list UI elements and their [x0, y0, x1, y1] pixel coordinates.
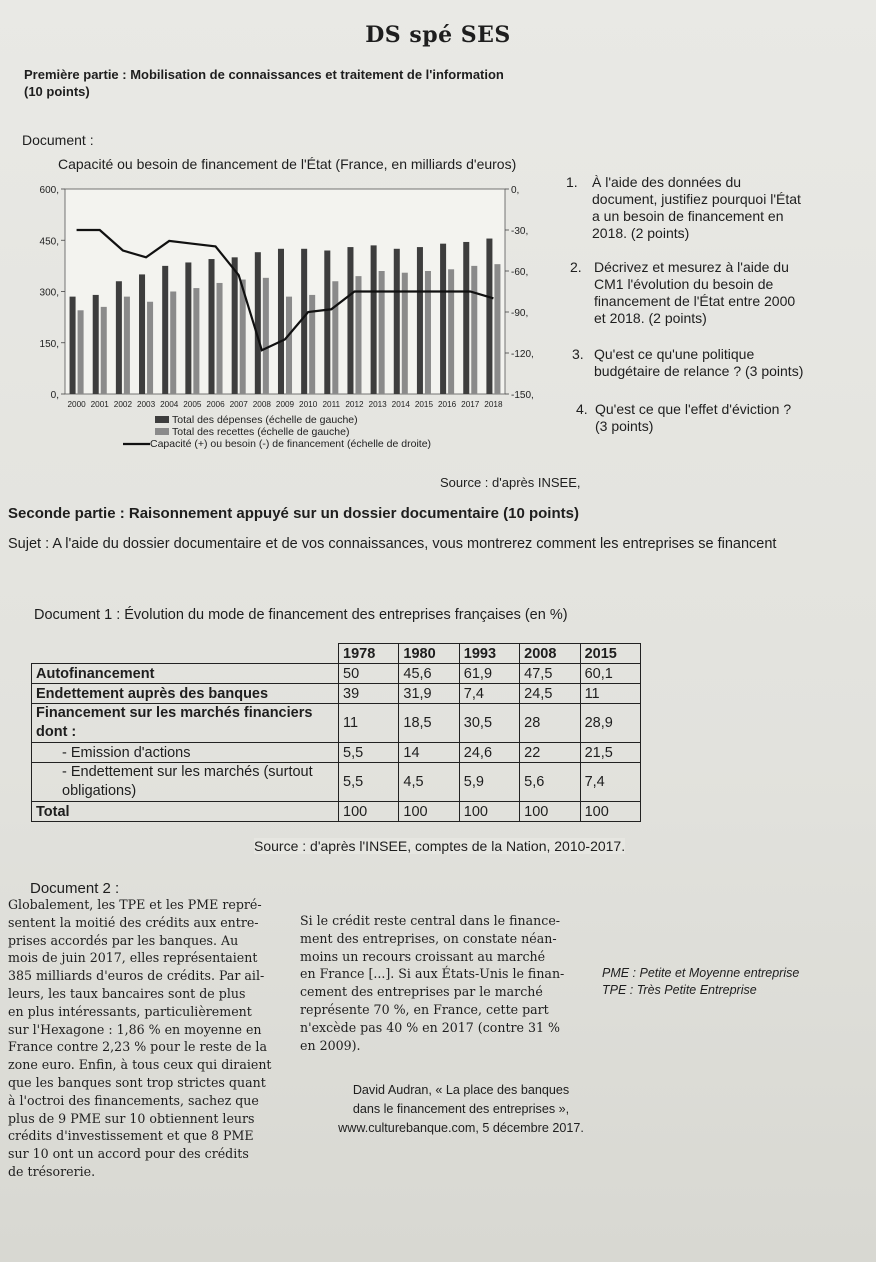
row-label: - Endettement sur les marchés (surtout obligations) — [32, 763, 339, 802]
table-cell: 100 — [399, 802, 459, 822]
right-axis-label: 0, — [511, 185, 520, 196]
table-cell: 31,9 — [399, 684, 459, 704]
question-line: (3 points) — [595, 418, 654, 434]
x-axis-label: 2005 — [183, 400, 202, 409]
legend-label-capacite: Capacité (+) ou besoin (-) de financement (échelle de droite) — [150, 438, 432, 450]
question-number: 2. — [570, 259, 582, 275]
bar-recettes — [263, 278, 269, 394]
text-line: 385 milliards d'euros de crédits. Par ail- — [8, 968, 265, 984]
document2-column-2 — [300, 912, 592, 1054]
table-corner — [32, 644, 339, 664]
question-line: 2018. (2 points) — [592, 225, 690, 241]
glossary-notes — [602, 965, 799, 999]
x-axis-label: 2007 — [229, 400, 248, 409]
question-number: 4. — [576, 401, 588, 417]
x-axis-label: 2016 — [437, 400, 457, 409]
bar-depenses — [185, 262, 191, 394]
bar-depenses — [209, 259, 215, 394]
x-axis-label: 2009 — [275, 400, 295, 409]
bar-depenses — [440, 244, 446, 394]
x-axis-label: 2018 — [484, 400, 503, 409]
x-axis-label: 2014 — [391, 400, 410, 409]
row-label: - Emission d'actions — [32, 743, 339, 763]
text-line: que les banques sont trop strictes quant — [8, 1074, 266, 1090]
document1-title: Document 1 : Évolution du mode de financement des entreprises françaises (en %) — [34, 607, 568, 623]
bar-recettes — [379, 271, 385, 394]
bar-depenses — [301, 249, 307, 394]
text-line: zone euro. Enfin, à tous ceux qui diraient — [8, 1057, 272, 1073]
table-header: 2015 — [580, 644, 640, 664]
table-cell: 4,5 — [399, 763, 459, 802]
citation-line: www.culturebanque.com, 5 décembre 2017. — [338, 1121, 584, 1135]
x-axis-label: 2008 — [252, 400, 271, 409]
table-cell: 18,5 — [399, 704, 459, 743]
table-cell: 47,5 — [520, 664, 580, 684]
bar-depenses — [255, 252, 261, 394]
table-cell: 100 — [580, 802, 640, 822]
question-line: et 2018. (2 points) — [594, 310, 707, 326]
document2-citation — [326, 1081, 596, 1138]
bar-recettes — [147, 302, 153, 394]
table-cell: 24,5 — [520, 684, 580, 704]
question-number: 3. — [572, 346, 584, 362]
right-axis-label: -30, — [511, 226, 529, 237]
right-axis-label: -150, — [511, 390, 534, 401]
left-axis-label: 150, — [39, 338, 59, 350]
table-row — [32, 704, 641, 743]
citation-line: dans le financement des entreprises », — [352, 1102, 570, 1116]
legend-swatch-depenses — [155, 416, 169, 423]
bar-recettes — [309, 295, 315, 394]
table-cell: 100 — [520, 802, 580, 822]
bar-recettes — [494, 264, 500, 394]
text-line: à l'octroi des financements, sachez que — [8, 1092, 259, 1108]
text-line: n'excède pas 40 % en 2017 (contre 31 % — [300, 1019, 560, 1035]
table-cell: 5,6 — [520, 763, 580, 802]
table-cell: 11 — [580, 684, 640, 704]
table-cell: 50 — [339, 664, 399, 684]
x-axis-label: 2002 — [113, 400, 133, 409]
legend-label-recettes: Total des recettes (échelle de gauche) — [172, 426, 350, 438]
bar-depenses — [93, 295, 99, 394]
x-axis-label: 2017 — [461, 400, 480, 409]
table-cell: 45,6 — [399, 664, 459, 684]
x-axis-label: 2013 — [368, 400, 387, 409]
bar-depenses — [394, 249, 400, 394]
text-line: moins un recours croissant au marché — [300, 948, 546, 964]
financing-table — [31, 643, 641, 822]
right-axis-label: -120, — [511, 349, 534, 360]
table-cell: 5,5 — [339, 743, 399, 763]
bar-depenses — [278, 249, 284, 394]
text-line: de trésorerie. — [8, 1163, 96, 1179]
table-cell: 7,4 — [459, 684, 519, 704]
table-cell: 61,9 — [459, 664, 519, 684]
bar-recettes — [471, 266, 477, 394]
text-line: sur 10 ont un accord pour des crédits — [8, 1146, 249, 1162]
left-axis-label: 0, — [50, 390, 59, 401]
text-line: prises accordés par les banques. Au — [8, 932, 239, 948]
right-axis-label: -60, — [511, 267, 529, 278]
table-cell: 5,5 — [339, 763, 399, 802]
subject: Sujet : A l'aide du dossier documentaire et de vos connaissances, vous montrerez comment les entreprises se financent — [8, 536, 777, 552]
bar-depenses — [486, 239, 492, 394]
row-label: Financement sur les marchés financiers dont : — [32, 704, 339, 743]
text-line: en plus intéressants, particulièrement — [8, 1003, 252, 1019]
bar-depenses — [162, 266, 168, 394]
text-line: plus de 9 PME sur 10 obtiennent leurs — [8, 1110, 255, 1126]
text-line: France contre 2,23 % pour le reste de la — [8, 1039, 267, 1055]
table-header: 1993 — [459, 644, 519, 664]
table-cell: 60,1 — [580, 664, 640, 684]
question-number: 1. — [566, 174, 578, 190]
table-header-row — [32, 644, 641, 664]
document2-label: Document 2 : — [30, 880, 120, 897]
table-row — [32, 802, 641, 822]
bar-recettes — [448, 269, 454, 394]
x-axis-label: 2001 — [90, 400, 109, 409]
question-line: financement de l'État entre 2000 — [594, 293, 796, 309]
left-axis-label: 450, — [39, 236, 59, 248]
note-pme: PME : Petite et Moyenne entreprise — [602, 966, 800, 980]
financing-chart — [20, 176, 565, 476]
row-label: Total — [32, 802, 339, 822]
text-line: en 2009). — [300, 1037, 361, 1053]
text-line: en France [...]. Si aux États-Unis le finan- — [300, 966, 565, 982]
row-label: Autofinancement — [32, 664, 339, 684]
part1-heading — [24, 66, 584, 100]
table-cell: 21,5 — [580, 743, 640, 763]
x-axis-label: 2004 — [160, 400, 179, 409]
text-line: cement des entreprises par le marché — [300, 984, 543, 1000]
bar-depenses — [347, 247, 353, 394]
question-line: Décrivez et mesurez à l'aide du — [594, 259, 789, 275]
question-line: À l'aide des données du — [592, 174, 742, 190]
table-header: 2008 — [520, 644, 580, 664]
question-line: Qu'est ce que l'effet d'éviction ? — [595, 401, 792, 417]
bar-recettes — [124, 297, 130, 394]
page-title: DS spé SES — [365, 22, 511, 48]
x-axis-label: 2010 — [299, 400, 318, 409]
table-cell: 28,9 — [580, 704, 640, 743]
note-tpe: TPE : Très Petite Entreprise — [602, 983, 757, 997]
text-line: représente 70 %, en France, cette part — [300, 1001, 549, 1017]
citation-line: David Audran, « La place des banques — [352, 1083, 570, 1097]
bar-depenses — [371, 245, 377, 394]
chart-source: Source : d'après INSEE, — [440, 475, 581, 490]
bar-depenses — [139, 274, 145, 394]
part2-heading: Seconde partie : Raisonnement appuyé sur un dossier documentaire (10 points) — [8, 505, 579, 522]
bar-recettes — [425, 271, 431, 394]
row-label: Endettement auprès des banques — [32, 684, 339, 704]
part1-points: (10 points) — [24, 84, 90, 99]
document2-column-1 — [8, 896, 280, 1181]
table-row — [32, 763, 641, 802]
bar-recettes — [170, 292, 176, 395]
text-line: sur l'Hexagone : 1,86 % en moyenne en — [8, 1021, 262, 1037]
text-line: mois de juin 2017, elles représentaient — [8, 950, 258, 966]
legend-label-depenses: Total des dépenses (échelle de gauche) — [172, 414, 358, 426]
bar-recettes — [193, 288, 199, 394]
bar-depenses — [116, 281, 122, 394]
text-line: sentent la moitié des crédits aux entre- — [8, 914, 259, 930]
question-line: budgétaire de relance ? (3 points) — [594, 363, 804, 379]
table-cell: 100 — [459, 802, 519, 822]
x-axis-label: 2003 — [136, 400, 156, 409]
right-axis-label: -90, — [511, 308, 529, 319]
table-row — [32, 743, 641, 763]
question-line: Qu'est ce qu'une politique — [594, 346, 755, 362]
table-cell: 11 — [339, 704, 399, 743]
bar-depenses — [417, 247, 423, 394]
question-line: CM1 l'évolution du besoin de — [594, 276, 774, 292]
text-line: leurs, les taux bancaires sont de plus — [8, 985, 246, 1001]
question-line: a un besoin de financement en — [592, 208, 784, 224]
table-cell: 24,6 — [459, 743, 519, 763]
table-header: 1980 — [399, 644, 459, 664]
text-line: Globalement, les TPE et les PME repré- — [8, 897, 262, 912]
bar-recettes — [217, 283, 223, 394]
bar-depenses — [324, 251, 330, 395]
table-cell: 28 — [520, 704, 580, 743]
table-cell: 30,5 — [459, 704, 519, 743]
text-line: Si le crédit reste central dans le finance- — [300, 913, 561, 928]
table-cell: 5,9 — [459, 763, 519, 802]
table-cell: 7,4 — [580, 763, 640, 802]
text-line: ment des entreprises, on constate néan- — [300, 930, 557, 946]
table-row — [32, 664, 641, 684]
table-cell: 39 — [339, 684, 399, 704]
x-axis-label: 2006 — [206, 400, 225, 409]
table-source: Source : d'après l'INSEE, comptes de la Nation, 2010-2017. — [254, 838, 626, 854]
bar-depenses — [232, 257, 238, 394]
bar-recettes — [101, 307, 107, 394]
table-cell: 100 — [339, 802, 399, 822]
question-line: document, justifiez pourquoi l'État — [592, 191, 801, 207]
chart-title: Capacité ou besoin de financement de l'État (France, en milliards d'euros) — [58, 156, 517, 172]
bar-recettes — [355, 276, 361, 394]
x-axis-label: 2015 — [414, 400, 434, 409]
bar-depenses — [70, 297, 76, 394]
bar-recettes — [332, 281, 338, 394]
bar-recettes — [286, 297, 292, 394]
text-line: crédits d'investissement et que 8 PME — [8, 1128, 254, 1144]
legend-swatch-recettes — [155, 428, 169, 435]
left-axis-label: 600, — [39, 185, 59, 196]
table-cell: 22 — [520, 743, 580, 763]
table-cell: 14 — [399, 743, 459, 763]
x-axis-label: 2011 — [322, 400, 341, 409]
table-row — [32, 684, 641, 704]
document-label: Document : — [22, 132, 94, 148]
part1-heading-text: Première partie : Mobilisation de connaissances et traitement de l'information — [24, 67, 504, 82]
left-axis-label: 300, — [39, 287, 59, 299]
bar-recettes — [78, 310, 84, 394]
x-axis-label: 2012 — [345, 400, 364, 409]
bar-depenses — [463, 242, 469, 394]
table-header: 1978 — [339, 644, 399, 664]
x-axis-label: 2000 — [67, 400, 86, 409]
